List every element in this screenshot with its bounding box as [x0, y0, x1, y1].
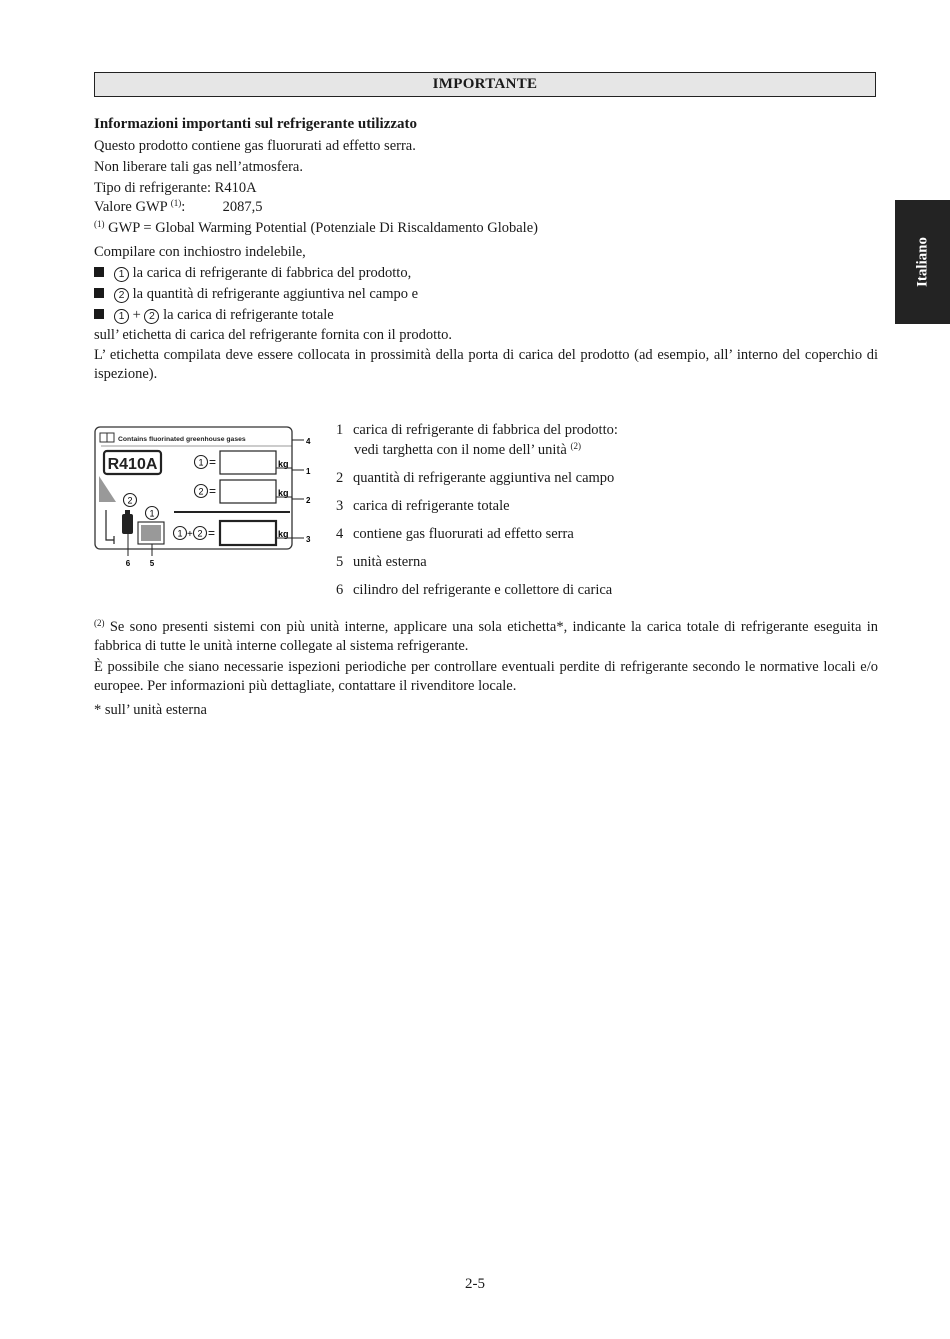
svg-text:1: 1 [149, 508, 155, 519]
equals-3: = [208, 526, 216, 540]
asterisk-note: * sull’ unità esterna [94, 702, 207, 718]
bullet-item-3 [94, 306, 334, 324]
legend-number: 6 [336, 582, 344, 598]
refrigerant-cylinder-icon [122, 514, 133, 534]
outdoor-unit-icon [141, 525, 161, 541]
book-icon [100, 433, 114, 442]
legend-item-3 [336, 497, 510, 515]
bullet-item-1 [94, 264, 411, 282]
legend-number: 1 [336, 422, 344, 438]
language-side-tab [895, 200, 950, 324]
circle-1-label: 1 [198, 457, 204, 468]
plus-label: + [187, 529, 193, 540]
circle-1-icon: 1 [114, 267, 129, 282]
refrigerant-name: R410A [107, 456, 158, 473]
callout-1: 1 [306, 467, 311, 476]
legend-item-6 [336, 581, 612, 599]
unit-kg-2: kg [278, 488, 289, 498]
legend-number: 4 [336, 526, 344, 542]
legend-text: quantità di refrigerante aggiuntiva nel campo [353, 470, 615, 486]
gwp-colon: : [181, 199, 186, 215]
after-paragraph-2: L’ etichetta compilata deve essere collocata in prossimità della porta di carica del prodotto (ad esempio, all’ interno del coperchio di ispezione). [94, 347, 878, 382]
bullet-1-text: la carica di refrigerante di fabbrica del prodotto, [132, 265, 412, 281]
legend-text: carica di refrigerante di fabbrica del prodotto: [353, 422, 618, 438]
footnote-1-mark: (1) [94, 219, 105, 229]
square-bullet-icon [94, 267, 104, 277]
fill-in-instruction: Compilare con inchiostro indelebile, [94, 244, 306, 260]
refrigerant-label-diagram [92, 424, 322, 574]
charge-box-total [220, 521, 276, 545]
equals-2: = [209, 484, 217, 498]
footnote-1 [94, 219, 538, 237]
callout-4: 4 [306, 437, 311, 446]
label-caption: Contains fluorinated greenhouse gases [118, 436, 246, 443]
intro-line-1: Questo prodotto contiene gas fluorurati ad effetto serra. [94, 138, 416, 154]
gwp-label: Valore GWP [94, 199, 168, 215]
refrigerant-type: Tipo di refrigerante: R410A [94, 180, 257, 196]
callout-5: 5 [149, 559, 155, 568]
intro-line-2: Non liberare tali gas nell’atmosfera. [94, 159, 303, 175]
inspection-paragraph: È possibile che siano necessarie ispezioni periodiche per controllare eventuali perdite di refrigerante secondo le normative locali e/o europee. Per informazioni più dettagliate, contattare il rivenditore locale. [94, 659, 878, 694]
circle-1-icon: 1 [114, 309, 129, 324]
footnote-2 [94, 618, 878, 656]
section-heading: Informazioni importanti sul refrigerante utilizzato [94, 116, 417, 132]
square-bullet-icon [94, 309, 104, 319]
legend-item-1-continuation [354, 441, 581, 459]
gwp-row [94, 198, 262, 216]
legend-text: unità esterna [353, 554, 427, 570]
circle-2-label: 2 [198, 486, 204, 497]
charge-box-1 [220, 451, 276, 474]
equals-1: = [209, 455, 217, 469]
legend-item-2 [336, 469, 614, 487]
language-label: Italiano [914, 236, 930, 288]
callout-2: 2 [306, 496, 311, 505]
bullet-3-text: la carica di refrigerante totale [163, 307, 334, 323]
callout-3: 3 [306, 535, 311, 544]
legend-number: 2 [336, 470, 344, 486]
after-line-1: sull’ etichetta di carica del refrigerante fornita con il prodotto. [94, 327, 453, 343]
svg-text:2: 2 [127, 495, 133, 506]
svg-text:1: 1 [177, 528, 183, 539]
legend-footnote-mark: (2) [570, 441, 581, 451]
legend-item-5 [336, 553, 427, 571]
legend-item-4 [336, 525, 574, 543]
circle-2-icon: 2 [114, 288, 129, 303]
legend-text: contiene gas fluorurati ad effetto serra [353, 526, 574, 542]
square-bullet-icon [94, 288, 104, 298]
plus-sign: + [132, 307, 141, 323]
footnote-1-text: GWP = Global Warming Potential (Potenziale Di Riscaldamento Globale) [104, 220, 538, 236]
circle-2-icon: 2 [144, 309, 159, 324]
bullet-item-2 [94, 285, 418, 303]
bullet-2-text: la quantità di refrigerante aggiuntiva nel campo e [132, 286, 419, 302]
page-number: 2-5 [465, 1276, 485, 1292]
legend-text: carica di refrigerante totale [353, 498, 510, 514]
footnote-2-mark: (2) [94, 618, 105, 628]
charge-box-2 [220, 480, 276, 503]
gwp-value: 2087,5 [222, 199, 263, 215]
legend-text: cilindro del refrigerante e collettore di carica [353, 582, 613, 598]
outdoor-unit-shape [99, 476, 116, 502]
callout-6: 6 [125, 559, 131, 568]
important-banner: IMPORTANTE [94, 72, 876, 97]
unit-kg-1: kg [278, 459, 289, 469]
footnote-2-text: Se sono presenti sistemi con più unità interne, applicare una sola etichetta*, indicante la carica totale di refrigerante eseguita in fabbrica di tutte le unità interne collegate al sistema refrigerante. [94, 619, 878, 654]
unit-kg-3: kg [278, 529, 289, 539]
legend-item-1 [336, 421, 618, 439]
legend-cont-text: vedi targhetta con il nome dell’ unità [354, 442, 567, 458]
gwp-footnote-mark: (1) [170, 198, 182, 208]
legend-number: 3 [336, 498, 344, 514]
legend-number: 5 [336, 554, 344, 570]
svg-text:2: 2 [197, 528, 203, 539]
